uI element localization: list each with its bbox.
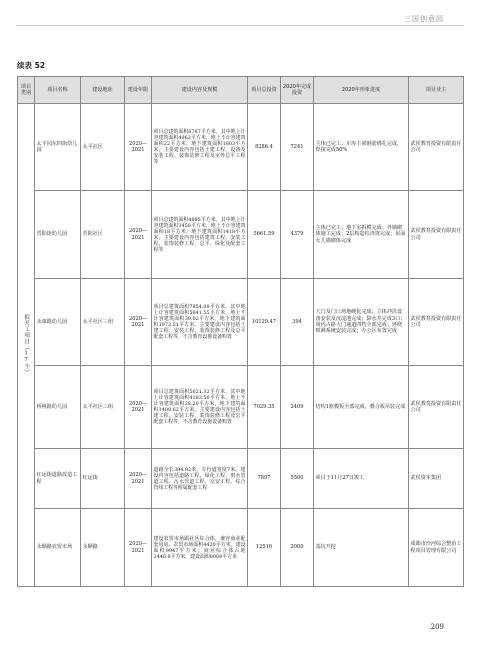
project-progress: 主体已完工；地下室拆模完成；外墙砌体施工完成；2层构造柱浇筑完成；屋面女儿墙砌体完成	[314, 191, 409, 279]
project-name: 红运街道路改造工程	[35, 449, 81, 509]
project-years: 2020—2021	[125, 191, 152, 279]
table-header-row	[18, 77, 464, 104]
col-header-years: 建设年限	[125, 77, 152, 104]
project-address: 红运街	[81, 449, 125, 509]
project-scope: 项目总建筑面积5621.32平方米，其中地上计容建筑面积4183.50平方米，地上不计容建筑面积28.20平方米，地下建筑面积1409.62平方米。主要建设内容包括土建工程、安装工程、装饰装修工程及总平配套工程等，不含教育设施设备购置	[152, 366, 248, 449]
project-owner: 武侯资本集团	[409, 449, 464, 509]
project-investment: 8286.4	[248, 104, 281, 191]
project-address: 太平社区三组	[81, 366, 125, 449]
header-rule	[16, 25, 464, 26]
project-years: 2020—2021	[125, 449, 152, 509]
project-owner: 武侯教育投资有限责任公司	[409, 279, 464, 366]
col-header-address: 建设地址	[81, 77, 125, 104]
project-progress: 项目于11月27日竣工	[314, 449, 409, 509]
col-header-scope: 建设内容及规模	[152, 77, 248, 104]
project-progress: 大门及门口场地硬化完成；立体冲洗设备安装及沉淀池完成；降水井完成3口；场内占路大门通道四档全部完成；环绕喷淋系统安装完成；办公区布置完成	[314, 279, 409, 366]
table-row	[18, 191, 464, 279]
project-investment: 7029.35	[248, 366, 281, 449]
page-number: 209	[430, 623, 444, 631]
project-owner: 武侯教育投资有限责任公司	[409, 366, 464, 449]
project-table	[17, 76, 464, 587]
col-header-progress: 2020年形象进度	[314, 77, 409, 104]
col-header-done-2020: 2020年完成投资	[281, 77, 314, 104]
project-done-2020: 4379	[281, 191, 314, 279]
project-investment: 5661.59	[248, 191, 281, 279]
table-row	[18, 366, 464, 449]
project-done-2020: 7241	[281, 104, 314, 191]
table-caption: 续表 52	[17, 61, 46, 70]
project-name: 太平园东四街幼儿园	[35, 104, 81, 191]
table-row	[18, 104, 464, 191]
table-row	[18, 509, 464, 587]
project-progress: 结构1框模板全部完成，叠合板吊装完成	[314, 366, 409, 449]
project-scope: 项目总建筑面积7854.08平方米，其中地上计容建筑面积5841.55平方米，地上不计容建筑面积39.02平方米，地下建筑面积1973.51平方米。主要建设内容包括土建工程、安装工程、装饰装修工程及总平配套工程等，不含教育设施设备购置	[152, 279, 248, 366]
col-header-name: 项目名称	[35, 77, 81, 104]
project-address: 太平社区三组	[81, 279, 125, 366]
project-scope: 建设农贸市场跟社区综合体，兼容商业配套用房。农贸市场面积4420平方米，建设面积9947平方米；商业综合体占地2446.8平方米，建设面积8004平方米	[152, 509, 248, 587]
project-owner: 成都市沙河综合整治工程项目管理有限公司	[409, 509, 464, 587]
project-years: 2020—2021	[125, 279, 152, 366]
project-progress: 主体已完工；车库主梁钢筋绑扎完成，焊接完成50%	[314, 104, 409, 191]
col-header-investment: 项目总投资	[248, 77, 281, 104]
project-years: 2020—2021	[125, 104, 152, 191]
project-owner: 武侯教育投资有限责任公司	[409, 104, 464, 191]
project-name: 永康路幼儿园	[35, 279, 81, 366]
col-header-owner: 项目业主	[409, 77, 464, 104]
project-name: 桥桃路幼儿园	[35, 366, 81, 449]
running-header: 三国创意园	[404, 15, 444, 23]
category-cell: 拟开工项目（17个）	[18, 104, 35, 587]
project-scope: 项目总建筑面积6787平方米，其中地上计容建筑面积4962平方米，地上不计容建筑面积22平方米，地下建筑面积1803平方米。主要建设内容包括土建工程、设备及安装工程、装饰装修工程及室外总平工程等	[152, 104, 248, 191]
project-done-2020: 2409	[281, 366, 314, 449]
table-row	[18, 279, 464, 366]
project-investment: 7897	[248, 449, 281, 509]
project-years: 2020—2021	[125, 366, 152, 449]
project-done-2020: 5500	[281, 449, 314, 509]
project-name: 永顺路农贸市场	[35, 509, 81, 587]
project-owner: 武侯教育投资有限责任公司	[409, 191, 464, 279]
project-investment: 10129.47	[248, 279, 281, 366]
project-done-2020: 2000	[281, 509, 314, 587]
project-progress: 基坑开挖	[314, 509, 409, 587]
project-address: 永顺路	[81, 509, 125, 587]
col-header-category: 项目类别	[18, 77, 35, 104]
project-name: 晋阳街幼儿园	[35, 191, 81, 279]
project-done-2020: 394	[281, 279, 314, 366]
project-scope: 道路全长394.92米，车行道宽度7米。建设内容包括道路工程、绿化工程、雨水管道工程、污水管道工程、交安工程、综合管线工程等附属配套工程	[152, 449, 248, 509]
project-years: 2020—2021	[125, 509, 152, 587]
project-address: 太平社区	[81, 104, 125, 191]
project-scope: 项目总建筑面积4895平方米，其中地上计容建筑面积3458平方米，地上不计容建筑面积18平方米，地下建筑面积1418平方米。主要建设内容包括建筑工程、安装工程、装饰装修工程、总平、绿化及配套工程等	[152, 191, 248, 279]
project-investment: 12516	[248, 509, 281, 587]
table-row	[18, 449, 464, 509]
project-address: 晋阳社区	[81, 191, 125, 279]
